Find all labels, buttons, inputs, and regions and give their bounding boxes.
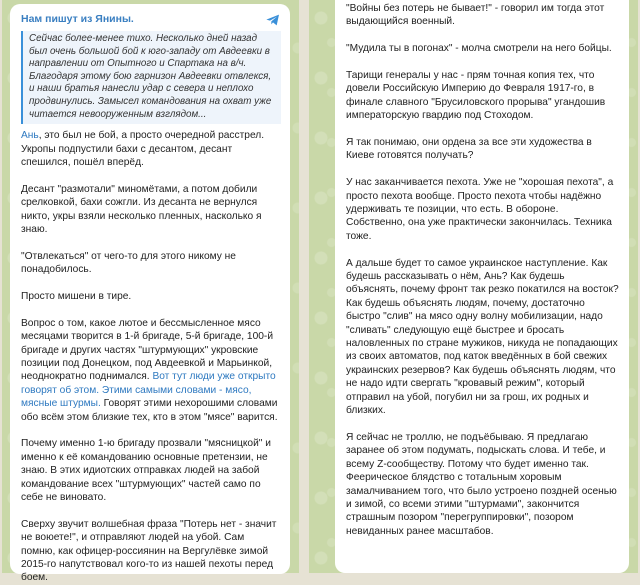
paragraph-4: Я так понимаю, они ордена за все эти художества в Киеве готовятся получать? [346,137,592,162]
paragraph-3: "Отвлекаться" от чего-то для этого никому не понадобилось. [21,250,236,276]
paragraph-6: Почему именно 1-ю бригаду прозвали "мясницкой" и именно к её командованию основные претензии, не знаю. В этих идиотских отправках людей на забой командование всех "штурмующих" частей само по себе не виновато. [21,438,271,504]
hyperlink[interactable]: Вот тут люди уже открыто говорят об этом. Этими самыми словами - мясо, мясные штурмы. [21,371,276,410]
paragraph-2: "Мудила ты в погонах" - молча смотрели на него бойцы. [346,43,612,55]
paragraph-1 [21,129,281,169]
paragraph-5 [21,317,281,424]
message-header [21,12,281,28]
message-bubble-right [335,0,629,573]
paragraph-1-text: , это был не бой, а просто очередной расстрел. Укропы подпустили бахи с десантом, десант спешился, пошёл вперёд. [21,130,265,168]
channel-name[interactable]: Нам пишут из Янины. [21,13,134,26]
left-chat-panel [2,0,299,584]
message-bubble-left [10,4,290,584]
paragraph-7: Сверху звучит волшебная фраза "Потерь нет - значит не воюете!", и отправляют людей на убой. Сам помню, как офицер-россиянин на Вергулёвке зимой 2015-го напутствовал кого-то из нашей пехоты перед боем. [21,518,277,584]
paragraph-3: Тарищи генералы у нас - прям точная копия тех, что довели Российскую Империю до Февраля 1917-го, в финале славного "Брусиловского прорыва" угандошив императорскую гвардию под Стоходом. [346,70,606,122]
paragraph-2: Десант "размотали" миномётами, а потом добили срелковкой, бахи сожгли. Из десанта не вернулся никто, укры взяли несколько пленных, насколько я знаю. [21,183,262,235]
paragraph-7: Я сейчас не троллю, не подъёбываю. Я предлагаю заранее об этом подумать, подыскать слова. И тебе, и всему Z-сообществу. Потому что будет именно так. Феерическое блядство с тотальным хоровым замалчиванием того, что было устроено поздней осенью и зимой, со всеми этими "штурмами", закончится страшным позором "перегруппировки", позором невиданных ранее масштабов. [346,431,617,537]
paragraph-5: У нас заканчивается пехота. Уже не "хорошая пехота", а просто пехота вообще. Просто пехота чтобы надёжно удерживать те позиции, что есть. В обороне. Собственно, она уже практически закончилась. Техника тоже. [346,177,614,242]
paragraph-5-tail: Говорят этими нехорошими словами обо всём этом близкие тех, кто в этом "мясе" варится. [21,398,278,423]
right-chat-panel [309,0,638,573]
telegram-icon[interactable] [265,12,281,28]
paragraph-4: Просто мишени в тире. [21,290,132,302]
paragraph-5-text: Вопрос о том, какое лютое и бессмысленное мясо месяцами творится в 1-й бригаде, 5-й бригаде, 100-й бригаде и других частях "штурмующих" укровские позиции под Донецком, под Авдеевкой и Марьинкой, неоднократно поднимался. [21,317,274,383]
forwarded-quote: Сейчас более-менее тихо. Несколько дней назад был очень большой бой к юго-западу от Авдеевки в направлении от Опытного и Спартака на в/ч. Благодаря этому бою гарнизон Авдеевки отвлекся, и наши братья нанесли удар с севера и неплохо продвинулись. Замысел командования на охват уже читается невооруженным взглядом... [21,31,281,124]
paragraph-1: "Войны без потерь не бывает!" - говорил им тогда этот выдающийся военный. [346,3,605,28]
paragraph-6: А дальше будет то самое украинское наступление. Как будешь рассказывать о нём, Ань? Как будешь объяснять, почему фронт так резко покатился на восток? Как будешь объяснять людям, почему, достаточно быстро "слив" на мясо одну волну мобилизации, надо "сливать" следующую ещё быстрее и бросать наловленных по стране мужиков, никуда не попадающих из своих автоматов, под каток введённых в бой свежих украинских резервов? Как будешь объяснять людям, что не надо идти свергать "кровавый режим", который отправил на убой, погубил ни за грош, их родных и близких. [346,257,619,417]
mention-link[interactable]: Ань [21,130,39,142]
